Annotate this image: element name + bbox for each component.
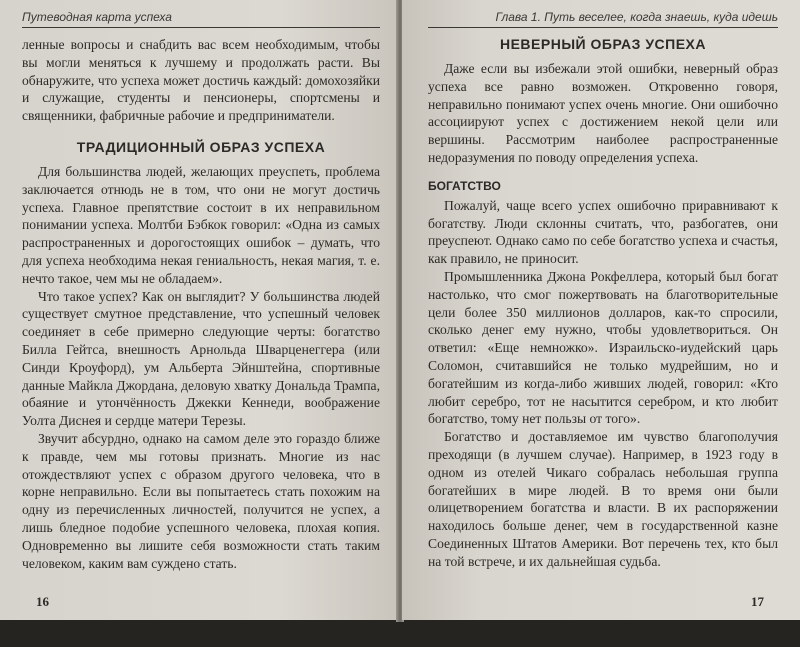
- right-running-head: Глава 1. Путь веселее, когда знаешь, куда идешь: [428, 10, 778, 28]
- left-paragraph: Звучит абсурдно, однако на самом деле это гораздо ближе к правде, чем мы готовы признать. Многие из нас отождествляют успех с образом другого человека, что в корне неправильно. Если вы попытаетесь стать похожим на одну из перечисленных личностей, получится не успех, а лишь бледное подобие успешного человека, плохая копия. Одновременно вы лишите себя возможности стать таким человеком, каким вам суждено стать.: [22, 430, 380, 571]
- right-paragraph: Даже если вы избежали этой ошибки, неверный образ успеха все равно возможен. Откровенно говоря, неправильно понимают успех очень многие. Они ошибочно ассоциируют успех с достижением некой цели или вершины. Рассмотрим наиболее распространенные недоразумения по поводу определения успеха.: [428, 61, 778, 165]
- right-subheading: БОГАТСТВО: [428, 178, 501, 193]
- left-paragraph-continued: ленные вопросы и снабдить вас всем необходимым, чтобы вы могли меняться к лучшему и продолжать расти. Вы обнаружите, что успеха может достичь каждый: домохозяйки и служащие, студенты и пенсионеры, спортсмены и священники, фабричные рабочие и предприниматели.: [22, 37, 380, 124]
- right-paragraph: Пожалуй, чаще всего успех ошибочно приравнивают к богатству. Люди склонны считать, что, разбогатев, они преуспеют. Однако само по себе богатство успеха и счастья, как правило, не приносит.: [428, 197, 778, 267]
- left-section-heading: ТРАДИЦИОННЫЙ ОБРАЗ УСПЕХА: [76, 138, 326, 155]
- right-section-heading: НЕВЕРНЫЙ ОБРАЗ УСПЕХА: [499, 36, 706, 52]
- left-page-number: 16: [36, 594, 49, 609]
- right-page-number: 17: [751, 594, 764, 609]
- left-running-head: Путеводная карта успеха: [22, 10, 380, 28]
- right-paragraph: Промышленника Джона Рокфеллера, который был богат настолько, что смог пожертвовать на благотворительные цели более 350 миллионов долларов, как-то спросили, сколько денег ему нужно, чтобы удовлетвориться. Он ответил: «Еще немножко». Израильско-иудейский царь Соломон, считавшийся не только мудрейшим, но и богатейшим из когда-либо живших людей, говорил: «Кто любит серебро, тот не насытится серебром, и кто любит богатство, тому нет пользы от того».: [428, 268, 778, 427]
- left-page: [0, 0, 398, 620]
- left-paragraph: Что такое успех? Как он выглядит? У большинства людей существует смутное представление, что успешный человек соединяет в себе примерно следующие черты: богатство Билла Гейтса, внешность Арнольда Шварценеггера (или Синди Кроуфорд), ум Альберта Эйнштейна, спортивные данные Майкла Джордана, деловую хватку Дональда Трампа, обаяние и утончённость Джекки Кеннеди, воображение Уолта Диснея и сердце матери Терезы.: [22, 288, 380, 429]
- right-paragraph: Богатство и доставляемое им чувство благополучия преходящи (в лучшем случае). Например, в 1923 году в одном из отелей Чикаго собралась небольшая группа богатейших в мире людей. В то время они были олицетворением богатства и власти. В их распоряжении находилось больше денег, чем в государственной казне Соединенных Штатов Америки. Вот перечень тех, кто был на той встрече, и их дальнейшая судьба.: [428, 429, 778, 569]
- left-paragraph: Для большинства людей, желающих преуспеть, проблема заключается отнюдь не в том, что они не могут достичь успеха. Главное препятствие состоит в их неправильном понимании успеха. Молтби Бэбкок говорил: «Одна из самых распространенных и дорогостоящих ошибок – думать, что для успеха необходима некая гениальность, некая магия, т. е. нечто такое, чем мы не обладаем».: [22, 163, 380, 286]
- right-page: [402, 0, 800, 620]
